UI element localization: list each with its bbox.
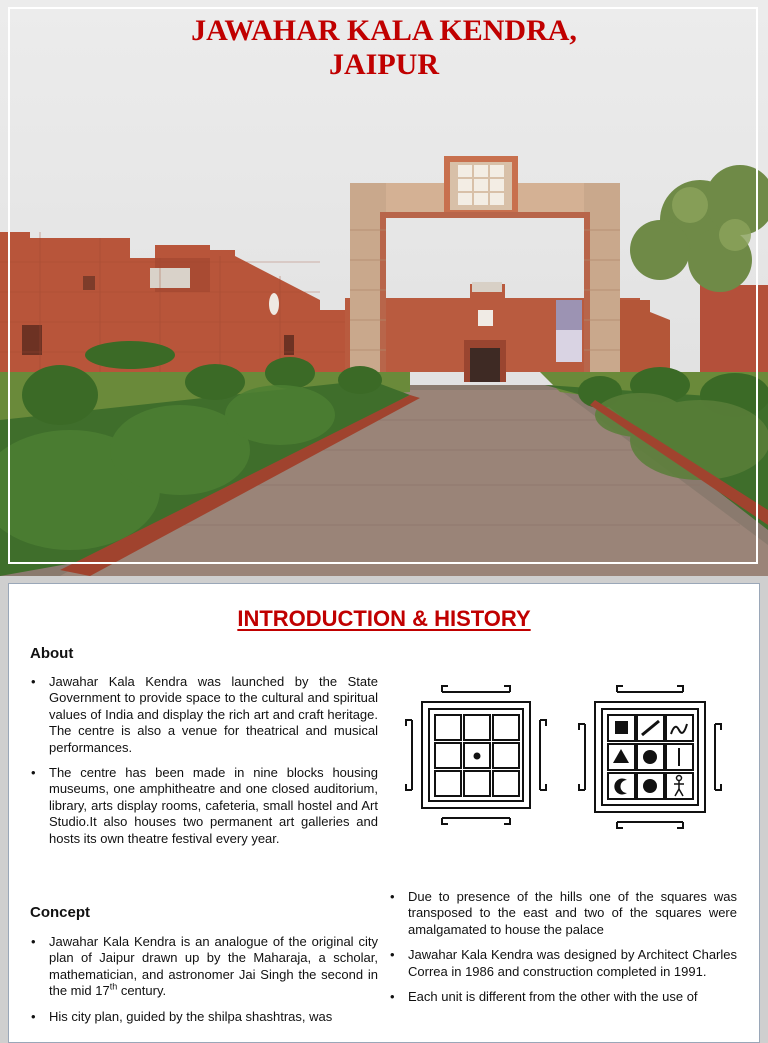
mandala-grid-diagram <box>402 680 550 830</box>
about-label: About <box>30 645 74 662</box>
concept-bullet-1 <box>30 934 378 1000</box>
introduction-slide <box>8 583 760 1043</box>
title-line-1: JAWAHAR KALA KENDRA, <box>191 14 577 47</box>
about-bullet-1: • Jawahar Kala Kendra was launched by the State Government to provide space to the cultural and spiritual values of India and display the rich art and craft heritage. The centre is also a venue for theatrical and musical performances. <box>30 674 378 756</box>
history-bullet-1: • Due to presence of the hills one of the squares was transposed to the east and two of the squares were amalgamated to house the palace <box>389 889 737 938</box>
history-bullet-2: • Jawahar Kala Kendra was designed by Architect Charles Correa in 1986 and construction completed in 1991. <box>389 947 737 980</box>
about-bullets <box>30 674 378 856</box>
concept-bullet-2: • His city plan, guided by the shilpa shashtras, was <box>30 1009 378 1025</box>
concept-bullet-1-end: century. <box>117 983 167 999</box>
about-bullet-2: • The centre has been made in nine blocks housing museums, one amphitheatre and one closed auditorium, library, arts display rooms, cafeteria, small hostel and Art Studio.It also houses two permanent art galleries and hosts its own theatre festival every year. <box>30 765 378 847</box>
concept-bullet-1-sup: th <box>109 981 118 992</box>
history-bullet-3: • Each unit is different from the other with the use of <box>389 989 737 1005</box>
slide-title <box>0 14 768 82</box>
section-heading <box>9 606 759 632</box>
history-bullets <box>389 889 737 1014</box>
heading-text: INTRODUCTION & HISTORY <box>237 606 531 631</box>
concept-bullet-1-text: Jawahar Kala Kendra is an analogue of the original city plan of Jaipur drawn up by the Maharaja, a scholar, mathematician, and astronomer Jai Singh the second in the mid 17 <box>49 934 378 999</box>
title-line-2: JAIPUR <box>329 48 439 81</box>
mandala-symbols-diagram <box>575 682 725 832</box>
concept-bullets <box>30 934 378 1034</box>
concept-label: Concept <box>30 904 90 921</box>
photo-frame <box>8 7 758 564</box>
